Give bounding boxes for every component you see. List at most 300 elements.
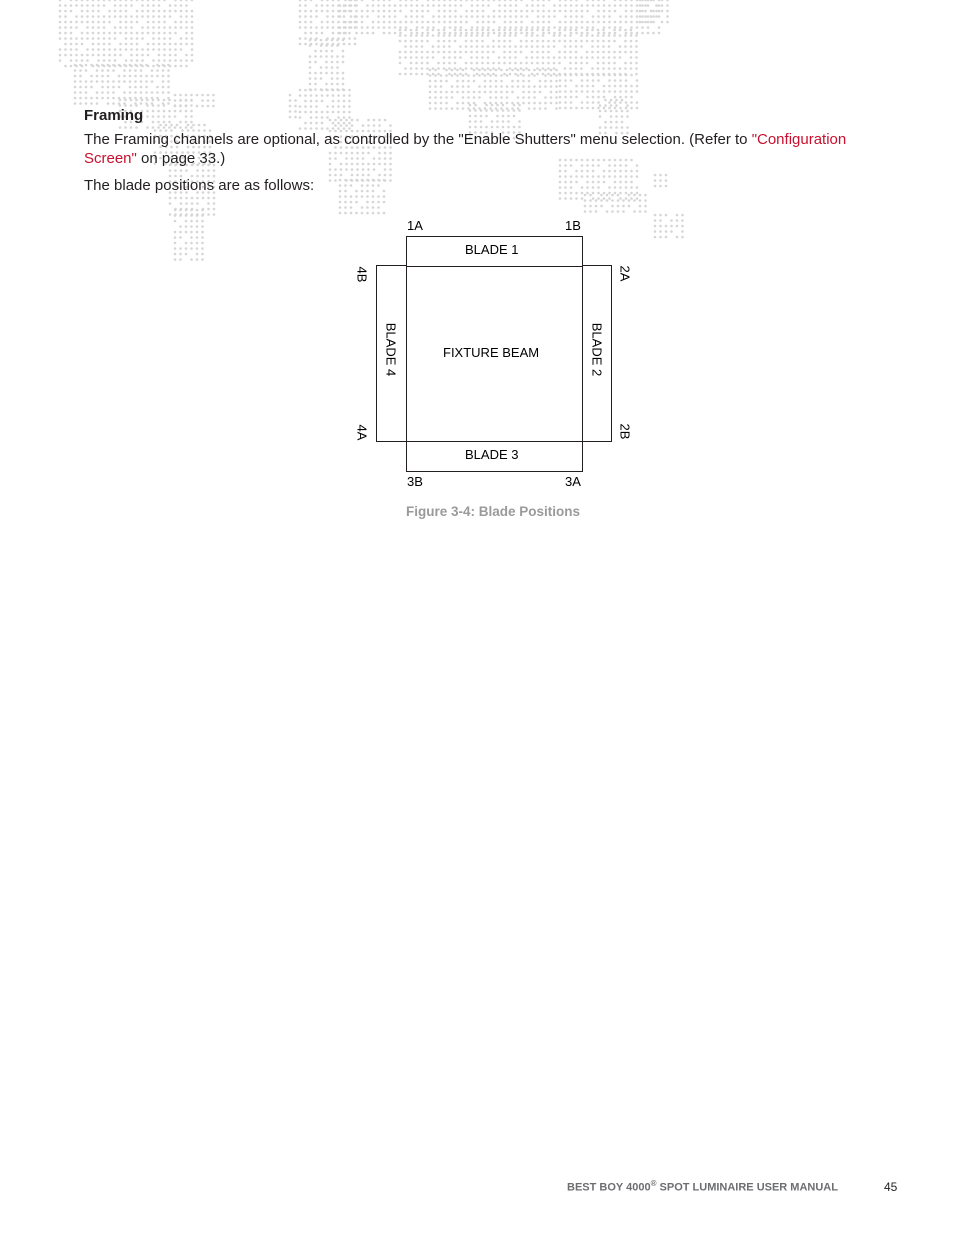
map-dot	[625, 197, 628, 200]
map-dot	[331, 50, 334, 53]
map-dot	[289, 116, 292, 119]
map-dot	[399, 26, 402, 29]
map-dot	[564, 29, 567, 32]
map-dot	[586, 10, 589, 13]
map-dot	[610, 126, 613, 129]
map-dot	[348, 100, 351, 103]
map-dot	[502, 104, 505, 107]
map-dot	[503, 40, 506, 43]
map-dot	[74, 97, 77, 100]
map-dot	[410, 0, 413, 1]
map-dot	[315, 105, 318, 108]
map-dot	[570, 15, 573, 18]
map-dot	[639, 15, 642, 18]
map-dot	[336, 61, 339, 64]
map-dot	[451, 74, 454, 77]
map-dot	[647, 15, 650, 18]
map-dot	[70, 0, 73, 1]
map-dot	[471, 4, 474, 7]
map-dot	[167, 91, 170, 94]
map-dot	[586, 170, 589, 173]
map-dot	[570, 0, 573, 1]
map-dot	[569, 51, 572, 54]
map-dot	[343, 122, 346, 125]
map-dot	[321, 116, 324, 119]
map-dot	[635, 45, 638, 48]
map-dot	[676, 219, 679, 222]
map-dot	[644, 15, 647, 18]
map-dot	[174, 54, 177, 57]
map-dot	[147, 26, 150, 29]
corner-2b-label: 2B	[617, 423, 633, 440]
map-dot	[315, 10, 318, 13]
map-dot	[70, 48, 73, 51]
map-dot	[345, 119, 348, 122]
map-dot	[299, 43, 302, 46]
map-dot	[344, 195, 347, 198]
map-dot	[158, 26, 161, 29]
map-dot	[592, 15, 595, 18]
map-dot	[676, 225, 679, 228]
map-dot	[427, 10, 430, 13]
map-dot	[141, 4, 144, 7]
map-dot	[179, 99, 182, 102]
map-dot	[465, 34, 468, 37]
map-dot	[553, 32, 556, 35]
map-dot	[320, 72, 323, 75]
map-dot	[158, 0, 161, 1]
map-dot	[294, 99, 297, 102]
map-dot	[108, 15, 111, 18]
map-dot	[531, 34, 534, 37]
map-dot	[625, 107, 628, 110]
map-dot	[599, 126, 602, 129]
map-dot	[597, 15, 600, 18]
map-dot	[405, 26, 408, 29]
map-dot	[119, 21, 122, 24]
map-dot	[136, 37, 139, 40]
map-dot	[112, 86, 115, 89]
map-dot	[517, 74, 520, 77]
map-dot	[597, 21, 600, 24]
map-dot	[190, 220, 193, 223]
map-dot	[147, 4, 150, 7]
map-dot	[613, 29, 616, 32]
map-dot	[676, 236, 679, 239]
map-dot	[180, 10, 183, 13]
map-dot	[343, 94, 346, 97]
map-dot	[196, 247, 199, 250]
map-dot	[180, 26, 183, 29]
map-dot	[495, 96, 498, 99]
map-dot	[174, 32, 177, 35]
map-dot	[174, 110, 177, 113]
map-dot	[580, 67, 583, 70]
map-dot	[630, 85, 633, 88]
map-dot	[459, 56, 462, 59]
map-dot	[564, 26, 567, 29]
map-dot	[432, 26, 435, 29]
map-dot	[520, 40, 523, 43]
map-dot	[331, 66, 334, 69]
map-dot	[86, 59, 89, 62]
map-dot	[304, 43, 307, 46]
map-dot	[467, 96, 470, 99]
map-dot	[134, 86, 137, 89]
map-dot	[481, 34, 484, 37]
map-dot	[626, 110, 629, 113]
map-dot	[476, 34, 479, 37]
map-dot	[86, 15, 89, 18]
map-dot	[190, 258, 193, 261]
map-dot	[495, 69, 498, 72]
map-dot	[96, 80, 99, 83]
map-dot	[628, 205, 631, 208]
map-dot	[456, 85, 459, 88]
map-dot	[485, 115, 488, 118]
map-dot	[592, 101, 595, 104]
map-dot	[125, 59, 128, 62]
map-dot	[103, 54, 106, 57]
map-dot	[185, 231, 188, 234]
map-dot	[624, 40, 627, 43]
map-dot	[559, 10, 562, 13]
map-dot	[575, 90, 578, 93]
map-dot	[304, 32, 307, 35]
map-dot	[378, 119, 381, 122]
map-dot	[410, 73, 413, 76]
map-dot	[174, 94, 177, 97]
map-dot	[559, 74, 562, 77]
map-dot	[495, 91, 498, 94]
map-dot	[506, 85, 509, 88]
map-dot	[569, 67, 572, 70]
map-dot	[636, 32, 639, 35]
map-dot	[320, 50, 323, 53]
map-dot	[586, 32, 589, 35]
map-dot	[185, 65, 188, 68]
map-dot	[592, 21, 595, 24]
map-dot	[101, 86, 104, 89]
map-dot	[191, 21, 194, 24]
map-dot	[575, 4, 578, 7]
map-dot	[384, 168, 387, 171]
map-dot	[652, 10, 655, 13]
map-dot	[326, 105, 329, 108]
map-dot	[86, 4, 89, 7]
map-dot	[350, 212, 353, 215]
map-dot	[611, 210, 614, 213]
map-dot	[443, 34, 446, 37]
map-dot	[635, 73, 638, 76]
map-dot	[666, 21, 669, 24]
map-dot	[603, 74, 606, 77]
map-dot	[399, 0, 402, 1]
map-dot	[101, 80, 104, 83]
map-dot	[553, 73, 556, 76]
map-dot	[586, 85, 589, 88]
map-dot	[107, 75, 110, 78]
map-dot	[536, 34, 539, 37]
map-dot	[190, 110, 193, 113]
map-dot	[325, 44, 328, 47]
map-dot	[597, 0, 600, 1]
map-dot	[309, 83, 312, 86]
map-dot	[487, 4, 490, 7]
map-dot	[337, 105, 340, 108]
map-dot	[129, 86, 132, 89]
map-dot	[201, 209, 204, 212]
map-dot	[445, 74, 448, 77]
map-dot	[518, 109, 521, 112]
map-dot	[196, 231, 199, 234]
map-dot	[213, 169, 216, 172]
map-dot	[476, 21, 479, 24]
map-dot	[310, 32, 313, 35]
map-dot	[547, 51, 550, 54]
configuration-screen-link[interactable]: "Configuration Screen"	[84, 131, 847, 167]
map-dot	[196, 253, 199, 256]
map-dot	[114, 10, 117, 13]
map-dot	[586, 4, 589, 7]
map-dot	[399, 32, 402, 35]
map-dot	[595, 205, 598, 208]
map-dot	[373, 168, 376, 171]
map-dot	[190, 209, 193, 212]
map-dot	[196, 242, 199, 245]
map-dot	[96, 91, 99, 94]
map-dot	[421, 62, 424, 65]
map-dot	[522, 69, 525, 72]
map-dot	[129, 64, 132, 67]
map-dot	[309, 77, 312, 80]
map-dot	[86, 26, 89, 29]
map-dot	[665, 236, 668, 239]
map-dot	[404, 45, 407, 48]
map-dot	[630, 96, 633, 99]
corner-3b-label: 3B	[407, 474, 423, 489]
map-dot	[97, 48, 100, 51]
map-dot	[506, 102, 509, 105]
map-dot	[470, 67, 473, 70]
map-dot	[191, 32, 194, 35]
map-dot	[564, 56, 567, 59]
map-dot	[351, 168, 354, 171]
map-dot	[140, 64, 143, 67]
map-dot	[491, 109, 494, 112]
map-dot	[59, 4, 62, 7]
map-dot	[158, 10, 161, 13]
map-dot	[167, 102, 170, 105]
map-dot	[498, 15, 501, 18]
map-dot	[85, 91, 88, 94]
map-dot	[344, 21, 347, 24]
map-dot	[448, 34, 451, 37]
map-dot	[410, 15, 413, 18]
map-dot	[580, 45, 583, 48]
map-dot	[470, 56, 473, 59]
map-dot	[610, 104, 613, 107]
map-dot	[309, 72, 312, 75]
map-dot	[394, 26, 397, 29]
map-dot	[361, 26, 364, 29]
map-dot	[619, 101, 622, 104]
map-dot	[180, 4, 183, 7]
map-dot	[152, 43, 155, 46]
map-dot	[125, 48, 128, 51]
map-dot	[622, 205, 625, 208]
map-dot	[514, 73, 517, 76]
map-dot	[59, 48, 62, 51]
map-dot	[520, 29, 523, 32]
map-dot	[470, 29, 473, 32]
map-dot	[410, 32, 413, 35]
map-dot	[190, 242, 193, 245]
map-dot	[130, 43, 133, 46]
figure-caption: Figure 3-4: Blade Positions	[406, 504, 581, 519]
map-dot	[454, 26, 457, 29]
map-dot	[75, 0, 78, 1]
map-dot	[553, 4, 556, 7]
map-dot	[130, 99, 133, 102]
map-dot	[289, 99, 292, 102]
map-dot	[548, 0, 551, 1]
map-dot	[564, 51, 567, 54]
map-dot	[606, 210, 609, 213]
map-dot	[509, 56, 512, 59]
map-dot	[630, 0, 633, 1]
map-dot	[611, 199, 614, 202]
map-dot	[124, 99, 127, 102]
map-dot	[168, 115, 171, 118]
map-dot	[159, 124, 162, 127]
map-dot	[167, 64, 170, 67]
map-dot	[635, 62, 638, 65]
map-dot	[107, 86, 110, 89]
map-dot	[655, 4, 658, 7]
map-dot	[136, 59, 139, 62]
map-dot	[661, 4, 664, 7]
map-dot	[325, 72, 328, 75]
map-dot	[201, 236, 204, 239]
map-dot	[377, 195, 380, 198]
map-dot	[339, 206, 342, 209]
map-dot	[342, 50, 345, 53]
map-dot	[141, 48, 144, 51]
map-dot	[443, 40, 446, 43]
map-dot	[332, 89, 335, 92]
map-dot	[325, 39, 328, 42]
map-dot	[570, 32, 573, 35]
map-dot	[141, 15, 144, 18]
map-dot	[185, 214, 188, 217]
map-dot	[619, 74, 622, 77]
map-dot	[622, 199, 625, 202]
map-dot	[681, 214, 684, 217]
map-dot	[553, 10, 556, 13]
map-dot	[487, 21, 490, 24]
map-dot	[503, 56, 506, 59]
map-dot	[608, 21, 611, 24]
map-dot	[536, 56, 539, 59]
map-dot	[119, 4, 122, 7]
map-dot	[619, 0, 622, 1]
map-dot	[443, 62, 446, 65]
map-dot	[584, 210, 587, 213]
map-dot	[509, 34, 512, 37]
map-dot	[528, 85, 531, 88]
map-dot	[191, 59, 194, 62]
map-dot	[626, 115, 629, 118]
map-dot	[331, 39, 334, 42]
map-dot	[434, 85, 437, 88]
map-dot	[361, 10, 364, 13]
map-dot	[342, 39, 345, 42]
map-dot	[449, 15, 452, 18]
map-dot	[410, 62, 413, 65]
map-dot	[344, 4, 347, 7]
map-dot	[361, 0, 364, 1]
map-dot	[619, 26, 622, 29]
map-dot	[344, 201, 347, 204]
map-dot	[97, 4, 100, 7]
map-dot	[103, 37, 106, 40]
map-dot	[321, 32, 324, 35]
map-dot	[462, 80, 465, 83]
map-dot	[185, 225, 188, 228]
map-dot	[118, 75, 121, 78]
map-dot	[147, 15, 150, 18]
map-dot	[619, 96, 622, 99]
map-dot	[487, 51, 490, 54]
map-dot	[427, 26, 430, 29]
map-dot	[158, 21, 161, 24]
corner-1a-label: 1A	[407, 218, 423, 233]
map-dot	[315, 111, 318, 114]
map-dot	[630, 67, 633, 70]
map-dot	[191, 0, 194, 1]
map-dot	[191, 26, 194, 29]
map-dot	[654, 230, 657, 233]
map-dot	[636, 0, 639, 1]
map-dot	[355, 195, 358, 198]
map-dot	[487, 26, 490, 29]
map-dot	[592, 197, 595, 200]
map-dot	[487, 0, 490, 1]
map-dot	[509, 21, 512, 24]
map-dot	[670, 219, 673, 222]
map-dot	[495, 74, 498, 77]
map-dot	[480, 109, 483, 112]
map-dot	[196, 105, 199, 108]
map-dot	[473, 80, 476, 83]
map-dot	[321, 10, 324, 13]
map-dot	[103, 15, 106, 18]
map-dot	[134, 64, 137, 67]
map-dot	[343, 105, 346, 108]
map-dot	[416, 21, 419, 24]
map-dot	[470, 40, 473, 43]
map-dot	[467, 91, 470, 94]
map-dot	[59, 54, 62, 57]
map-dot	[314, 72, 317, 75]
map-dot	[528, 107, 531, 110]
map-dot	[518, 104, 521, 107]
map-dot	[196, 94, 199, 97]
map-dot	[614, 21, 617, 24]
map-dot	[550, 96, 553, 99]
map-dot	[152, 126, 155, 129]
